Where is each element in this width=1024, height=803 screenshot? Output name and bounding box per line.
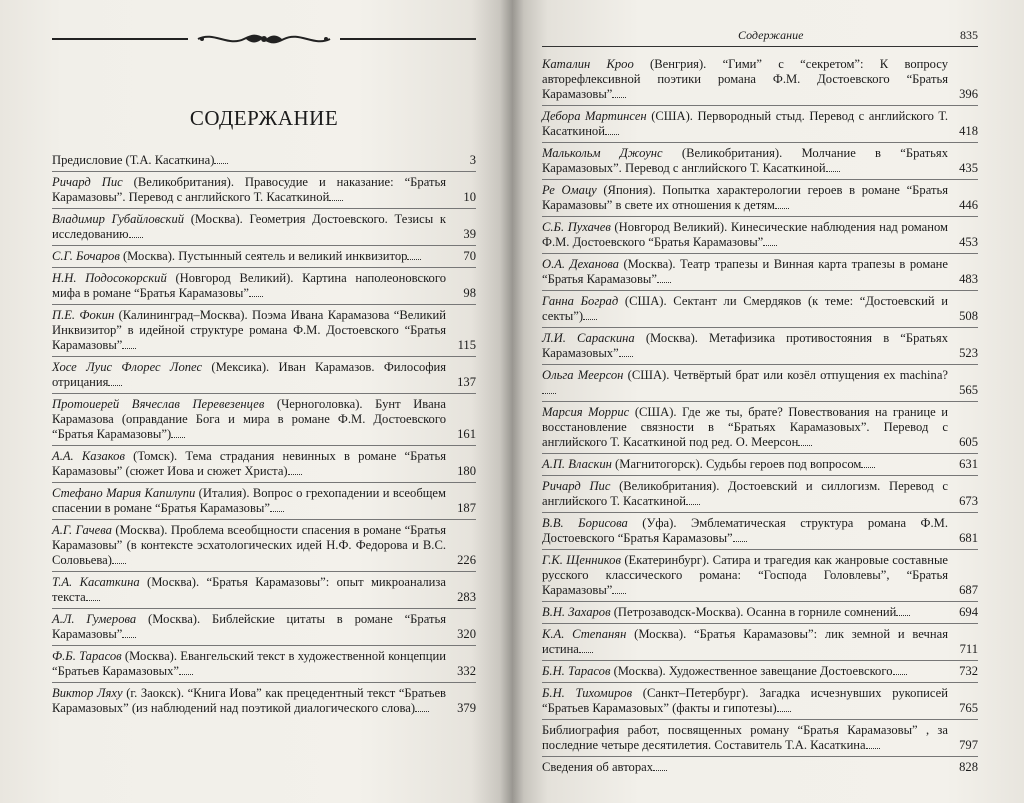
dot-leader bbox=[214, 163, 228, 164]
toc-entry-author: Г.К. Щенников bbox=[542, 553, 621, 567]
toc-entry bbox=[542, 723, 978, 753]
entry-separator bbox=[542, 327, 978, 328]
toc-entry-text bbox=[542, 627, 948, 657]
entry-separator bbox=[542, 660, 978, 661]
toc-entry-page-number: 765 bbox=[959, 701, 978, 715]
toc-entry bbox=[52, 308, 476, 353]
toc-entry-text bbox=[52, 249, 446, 264]
toc-entry bbox=[542, 457, 978, 472]
toc-entry-title: (Москва). Проблема всеобщности спасения в романе “Братья Карамазовы” (в контексте эсхатологических идей Н.Ф. Федорова и В.С. Соловьева) bbox=[52, 523, 446, 567]
toc-entry-page-number: 565 bbox=[959, 383, 978, 397]
toc-entry bbox=[542, 57, 978, 102]
toc-entry-text bbox=[542, 516, 948, 546]
toc-entry-page-number: 320 bbox=[457, 627, 476, 641]
entry-separator bbox=[52, 645, 476, 646]
dot-leader bbox=[798, 445, 812, 446]
header-ornament bbox=[52, 30, 476, 48]
toc-entry bbox=[52, 523, 476, 568]
toc-entry-text bbox=[52, 360, 446, 390]
toc-entry-text bbox=[52, 686, 446, 716]
toc-entry-title: (Москва). Метафизика противостояния в “Братьях Карамазовых” bbox=[542, 331, 948, 360]
toc-entry bbox=[542, 368, 978, 398]
dot-leader bbox=[612, 593, 626, 594]
right-toc-list bbox=[542, 57, 978, 775]
toc-entry-author: В.Н. Захаров bbox=[542, 605, 611, 619]
dot-leader bbox=[579, 652, 593, 653]
toc-entry-text bbox=[542, 368, 948, 398]
dot-leader bbox=[583, 319, 597, 320]
toc-entry-title: (Италия). Вопрос о грехопадении и всеобщем спасении в романе “Братья Карамазовы” bbox=[52, 486, 446, 515]
toc-entry-page-number: 523 bbox=[959, 346, 978, 360]
toc-entry-page-number: 332 bbox=[457, 664, 476, 678]
toc-entry-page-number: 483 bbox=[959, 272, 978, 286]
toc-entry-text bbox=[52, 486, 446, 516]
toc-entry bbox=[542, 220, 978, 250]
dot-leader bbox=[612, 97, 626, 98]
toc-entry-page-number: 797 bbox=[959, 738, 978, 752]
toc-entry-title: (США). Первородный стыд. Перевод с английского Т. Касаткиной bbox=[542, 109, 948, 138]
toc-entry-title: Сведения об авторах bbox=[542, 760, 654, 774]
dot-leader bbox=[415, 711, 429, 712]
toc-entry-page-number: 70 bbox=[463, 249, 476, 263]
toc-entry bbox=[52, 486, 476, 516]
toc-entry-title: (США). Где же ты, брате? Повествования на границе и восстановление связности в “Братьях Карамазовых”. Перевод с английского Т. Касаткиной под ред. О. Меерсон bbox=[542, 405, 949, 449]
entry-separator bbox=[52, 304, 476, 305]
toc-entry-page-number: 396 bbox=[959, 87, 978, 101]
toc-entry-text bbox=[542, 183, 948, 213]
toc-entry-page-number: 180 bbox=[457, 464, 476, 478]
entry-separator bbox=[52, 571, 476, 572]
entry-separator bbox=[52, 445, 476, 446]
ornament-rule-right bbox=[340, 38, 476, 40]
toc-entry-page-number: 137 bbox=[457, 375, 476, 389]
toc-entry-text bbox=[52, 153, 446, 168]
dot-leader bbox=[619, 356, 633, 357]
section-title: СОДЕРЖАНИЕ bbox=[189, 106, 339, 130]
toc-entry-author: Ричард Пис bbox=[542, 479, 611, 493]
entry-separator bbox=[542, 756, 978, 757]
toc-entry-author: Малькольм Джоунс bbox=[542, 146, 663, 160]
dot-leader bbox=[112, 563, 126, 564]
toc-entry bbox=[542, 405, 978, 450]
toc-entry bbox=[52, 360, 476, 390]
dot-leader bbox=[542, 393, 556, 394]
toc-entry-author: Хосе Луис Флорес Лопес bbox=[52, 360, 203, 374]
toc-entry-author: А.Г. Гачева bbox=[52, 523, 112, 537]
toc-entry-title: Библиография работ, посвященных роману “Братья Карамазовы” , за последние четыре десятилетия. Составитель Т.А. Касаткина bbox=[542, 723, 948, 752]
toc-entry-text bbox=[52, 612, 446, 642]
toc-entry-author: К.А. Степанян bbox=[542, 627, 627, 641]
toc-entry-text bbox=[542, 553, 948, 598]
toc-entry-text bbox=[52, 271, 446, 301]
toc-entry bbox=[542, 605, 978, 620]
entry-separator bbox=[542, 179, 978, 180]
toc-entry-title: (Петрозаводск-Москва). Осанна в горниле сомнений bbox=[610, 605, 897, 619]
toc-entry-author: О.А. Деханова bbox=[542, 257, 619, 271]
toc-entry-author: Владимир Губайловский bbox=[52, 212, 185, 226]
toc-entry-title: (Москва). “Братья Карамазовы”: лик земной и вечная истина bbox=[542, 627, 948, 656]
toc-entry-author: Ф.Б. Тарасов bbox=[52, 649, 122, 663]
dot-leader bbox=[826, 171, 840, 172]
toc-entry-text bbox=[542, 760, 948, 775]
toc-entry-page-number: 508 bbox=[959, 309, 978, 323]
toc-entry-author: Б.Н. Тарасов bbox=[542, 664, 611, 678]
toc-entry-title: (г. Заокск). “Книга Иова” как прецедентный текст “Братьев Карамазовых” (из наблюдений над поэтикой диалогического слова) bbox=[52, 686, 446, 715]
toc-entry-author: Дебора Мартинсен bbox=[542, 109, 647, 123]
toc-entry-text bbox=[52, 308, 446, 353]
toc-entry-page-number: 187 bbox=[457, 501, 476, 515]
entry-separator bbox=[52, 245, 476, 246]
toc-entry-author: Ричард Пис bbox=[52, 175, 123, 189]
toc-entry-text bbox=[542, 331, 948, 361]
entry-separator bbox=[52, 267, 476, 268]
toc-entry bbox=[542, 331, 978, 361]
toc-entry bbox=[542, 294, 978, 324]
flourish-ornament-icon bbox=[194, 30, 334, 48]
toc-entry-title: (Москва). Художественное завещание Достоевского bbox=[610, 664, 893, 678]
toc-entry bbox=[542, 109, 978, 139]
ornament-rule-left bbox=[52, 38, 188, 40]
toc-entry-title: (Санкт–Петербург). Загадка исчезнувших рукописей “Братьев Карамазовых” (факты и гипотезы) bbox=[542, 686, 948, 715]
toc-entry-title: (Томск). Тема страдания невинных в романе “Братья Карамазовы” (сюжет Иова и сюжет Христа) bbox=[52, 449, 446, 478]
toc-entry bbox=[542, 760, 978, 775]
entry-separator bbox=[52, 608, 476, 609]
toc-entry-page-number: 10 bbox=[463, 190, 476, 204]
toc-entry-page-number: 694 bbox=[959, 605, 978, 619]
toc-entry bbox=[542, 664, 978, 679]
toc-entry bbox=[542, 183, 978, 213]
toc-entry-author: А.П. Власкин bbox=[542, 457, 612, 471]
entry-separator bbox=[542, 253, 978, 254]
toc-entry-text bbox=[542, 220, 948, 250]
toc-entry-title: (Венгрия). “Гими” с “секретом”: К вопросу авторефлексивной поэтики романа Ф.М. Достоевского “Братья Карамазовы” bbox=[542, 57, 948, 101]
toc-entry-title: (США). Четвёртый брат или козёл отпущения ex machina? bbox=[623, 368, 948, 382]
toc-entry-text bbox=[542, 257, 948, 287]
toc-entry-title: (США). Сектант ли Смердяков (к теме: “Достоевский и секты”) bbox=[542, 294, 948, 323]
toc-entry bbox=[52, 612, 476, 642]
entry-separator bbox=[542, 719, 978, 720]
toc-entry bbox=[52, 449, 476, 479]
toc-entry-page-number: 379 bbox=[457, 701, 476, 715]
toc-entry-title: (Новгород Великий). Кинесические наблюдения над романом Ф.М. Достоевского “Братья Карамазовы” bbox=[542, 220, 948, 249]
toc-entry bbox=[52, 575, 476, 605]
toc-entry-page-number: 681 bbox=[959, 531, 978, 545]
toc-entry-author: П.Е. Фокин bbox=[52, 308, 115, 322]
entry-separator bbox=[52, 482, 476, 483]
dot-leader bbox=[249, 296, 263, 297]
toc-entry bbox=[52, 649, 476, 679]
toc-entry-text bbox=[542, 294, 948, 324]
toc-entry-text bbox=[52, 397, 446, 442]
toc-entry-text bbox=[542, 664, 948, 679]
toc-entry-text bbox=[542, 457, 948, 472]
toc-entry-author: В.В. Борисова bbox=[542, 516, 628, 530]
toc-entry-text bbox=[542, 479, 948, 509]
toc-entry-text bbox=[542, 723, 948, 753]
book-gutter bbox=[500, 0, 524, 803]
toc-entry-title: (Черноголовка). Бунт Ивана Карамазова (оправдание Бога и мира в романе Ф.М. Достоевского “Братья Карамазовы”) bbox=[52, 397, 446, 441]
toc-entry-page-number: 732 bbox=[959, 664, 978, 678]
toc-entry bbox=[542, 257, 978, 287]
toc-entry-author: С.Б. Пухачев bbox=[542, 220, 611, 234]
dot-leader bbox=[653, 770, 667, 771]
dot-leader bbox=[763, 245, 777, 246]
dot-leader bbox=[270, 511, 284, 512]
dot-leader bbox=[733, 541, 747, 542]
toc-entry-author: Виктор Ляху bbox=[52, 686, 123, 700]
toc-entry-author: Стефано Мария Капилупи bbox=[52, 486, 196, 500]
dot-leader bbox=[129, 237, 143, 238]
running-head-title: Содержание bbox=[738, 28, 804, 42]
dot-leader bbox=[122, 637, 136, 638]
entry-separator bbox=[542, 216, 978, 217]
page-number: 835 bbox=[960, 28, 978, 42]
toc-entry-text bbox=[542, 146, 948, 176]
entry-separator bbox=[52, 208, 476, 209]
entry-separator bbox=[542, 364, 978, 365]
toc-entry-page-number: 418 bbox=[959, 124, 978, 138]
toc-entry-page-number: 115 bbox=[457, 338, 476, 352]
toc-entry-page-number: 453 bbox=[959, 235, 978, 249]
dot-leader bbox=[775, 208, 789, 209]
toc-entry-page-number: 161 bbox=[457, 427, 476, 441]
toc-entry bbox=[52, 686, 476, 716]
toc-entry bbox=[52, 397, 476, 442]
toc-entry-title: (Калининград–Москва). Поэма Ивана Карамазова “Великий Инквизитор” в идейной структуре романа Ф.М. Достоевского “Братья Карамазовы” bbox=[52, 308, 446, 352]
toc-entry bbox=[542, 516, 978, 546]
toc-entry bbox=[52, 153, 476, 168]
dot-leader bbox=[171, 437, 185, 438]
toc-entry-author: Протоиерей Вячеслав Перевезенцев bbox=[52, 397, 265, 411]
toc-entry-author: Марсия Моррис bbox=[542, 405, 630, 419]
toc-entry-author: Л.И. Сараскина bbox=[542, 331, 635, 345]
entry-separator bbox=[542, 290, 978, 291]
toc-entry-title: (Уфа). Эмблематическая структура романа Ф.М. Достоевского “Братья Карамазовы” bbox=[542, 516, 948, 545]
toc-entry bbox=[52, 212, 476, 242]
dot-leader bbox=[861, 467, 875, 468]
toc-entry-title: (Магнитогорск). Судьбы героев под вопросом bbox=[611, 457, 862, 471]
toc-entry-page-number: 3 bbox=[469, 153, 476, 167]
toc-entry-text bbox=[52, 649, 446, 679]
toc-entry-page-number: 673 bbox=[959, 494, 978, 508]
toc-entry-title: (Москва). Геометрия Достоевского. Тезисы к исследованию bbox=[52, 212, 446, 241]
toc-entry-title: Предисловие (Т.А. Касаткина) bbox=[52, 153, 215, 167]
entry-separator bbox=[542, 549, 978, 550]
entry-separator bbox=[542, 475, 978, 476]
entry-separator bbox=[542, 623, 978, 624]
running-head bbox=[542, 28, 978, 47]
entry-separator bbox=[52, 356, 476, 357]
dot-leader bbox=[329, 200, 343, 201]
toc-entry-text bbox=[542, 57, 948, 102]
dot-leader bbox=[288, 474, 302, 475]
toc-entry-page-number: 435 bbox=[959, 161, 978, 175]
toc-entry-author: Н.Н. Подосокорский bbox=[52, 271, 167, 285]
entry-separator bbox=[542, 682, 978, 683]
toc-entry-page-number: 98 bbox=[463, 286, 476, 300]
toc-entry bbox=[52, 175, 476, 205]
toc-entry-page-number: 605 bbox=[959, 435, 978, 449]
dot-leader bbox=[777, 711, 791, 712]
right-page bbox=[512, 0, 1024, 803]
toc-entry bbox=[542, 479, 978, 509]
dot-leader bbox=[108, 385, 122, 386]
dot-leader bbox=[605, 134, 619, 135]
toc-entry-author: Ганна Боград bbox=[542, 294, 619, 308]
toc-entry-author: Ольга Меерсон bbox=[542, 368, 624, 382]
toc-entry-page-number: 226 bbox=[457, 553, 476, 567]
dot-leader bbox=[86, 600, 100, 601]
toc-entry-title: (Великобритания). Правосудие и наказание: “Братья Карамазовы”. Перевод с английского Т. Касаткиной bbox=[52, 175, 446, 204]
toc-entry-page-number: 828 bbox=[959, 760, 978, 774]
dot-leader bbox=[407, 259, 421, 260]
toc-entry-page-number: 39 bbox=[463, 227, 476, 241]
left-toc-list bbox=[52, 153, 476, 716]
toc-entry-page-number: 446 bbox=[959, 198, 978, 212]
dot-leader bbox=[866, 748, 880, 749]
toc-entry-text bbox=[52, 212, 446, 242]
toc-entry-title: (Новгород Великий). Картина наполеоновского мифа в романе “Братья Карамазовы” bbox=[52, 271, 446, 300]
toc-entry-text bbox=[542, 605, 948, 620]
toc-entry-title: (Мексика). Иван Карамазов. Философия отрицания bbox=[52, 360, 447, 389]
toc-entry bbox=[542, 686, 978, 716]
entry-separator bbox=[542, 601, 978, 602]
entry-separator bbox=[542, 512, 978, 513]
toc-entry-page-number: 711 bbox=[959, 642, 978, 656]
toc-entry-text bbox=[52, 449, 446, 479]
entry-separator bbox=[52, 171, 476, 172]
toc-entry-title: (Екатеринбург). Сатира и трагедия как жанровые составные русского классического романа: “Господа Головлевы”, “Братья Карамазовы” bbox=[542, 553, 948, 597]
toc-entry-title: (Великобритания). Достоевский и силлогизм. Перевод с английского Т. Касаткиной bbox=[542, 479, 948, 508]
toc-entry bbox=[542, 146, 978, 176]
toc-entry-author: С.Г. Бочаров bbox=[52, 249, 120, 263]
toc-entry-author: Б.Н. Тихомиров bbox=[542, 686, 633, 700]
toc-entry-text bbox=[52, 575, 446, 605]
toc-entry bbox=[52, 271, 476, 301]
toc-entry-author: Т.А. Касаткина bbox=[52, 575, 140, 589]
toc-entry-text bbox=[52, 523, 446, 568]
entry-separator bbox=[542, 453, 978, 454]
toc-entry bbox=[52, 249, 476, 264]
toc-entry-text bbox=[542, 686, 948, 716]
toc-entry-text bbox=[52, 175, 446, 205]
toc-entry-author: А.А. Казаков bbox=[52, 449, 125, 463]
dot-leader bbox=[179, 674, 193, 675]
toc-entry-title: (Москва). Театр трапезы и Винная карта трапезы в романе “Братья Карамазовы” bbox=[542, 257, 949, 286]
toc-entry-title: (Москва). Библейские цитаты в романе “Братья Карамазовы” bbox=[52, 612, 446, 641]
toc-entry-text bbox=[542, 405, 948, 450]
toc-entry-title: (Япония). Попытка характерологии героев в романе “Братья Карамазовы” в свете их отношения к детям bbox=[542, 183, 949, 212]
toc-entry-title: (Москва). Евангельский текст в художественной концепции “Братьев Карамазовых” bbox=[52, 649, 446, 678]
toc-entry-title: (Москва). Пустынный сеятель и великий инквизитор bbox=[119, 249, 408, 263]
entry-separator bbox=[542, 142, 978, 143]
entry-separator bbox=[52, 393, 476, 394]
toc-entry bbox=[542, 627, 978, 657]
toc-entry-page-number: 687 bbox=[959, 583, 978, 597]
toc-entry-page-number: 631 bbox=[959, 457, 978, 471]
toc-entry-title: (Великобритания). Молчание в “Братьях Карамазовых”. Перевод с английского Т. Касаткиной bbox=[542, 146, 948, 175]
dot-leader bbox=[686, 504, 700, 505]
entry-separator bbox=[52, 519, 476, 520]
toc-entry-page-number: 283 bbox=[457, 590, 476, 604]
dot-leader bbox=[122, 348, 136, 349]
toc-entry-text bbox=[542, 109, 948, 139]
toc-entry-author: А.Л. Гумерова bbox=[52, 612, 137, 626]
dot-leader bbox=[657, 282, 671, 283]
entry-separator bbox=[542, 401, 978, 402]
dot-leader bbox=[893, 674, 907, 675]
toc-entry-author: Каталин Кроо bbox=[542, 57, 634, 71]
toc-entry-title: (Москва). “Братья Карамазовы”: опыт микроанализа текста bbox=[52, 575, 446, 604]
toc-entry bbox=[542, 553, 978, 598]
toc-entry-author: Ре Омацу bbox=[542, 183, 597, 197]
entry-separator bbox=[542, 105, 978, 106]
dot-leader bbox=[896, 615, 910, 616]
entry-separator bbox=[52, 682, 476, 683]
